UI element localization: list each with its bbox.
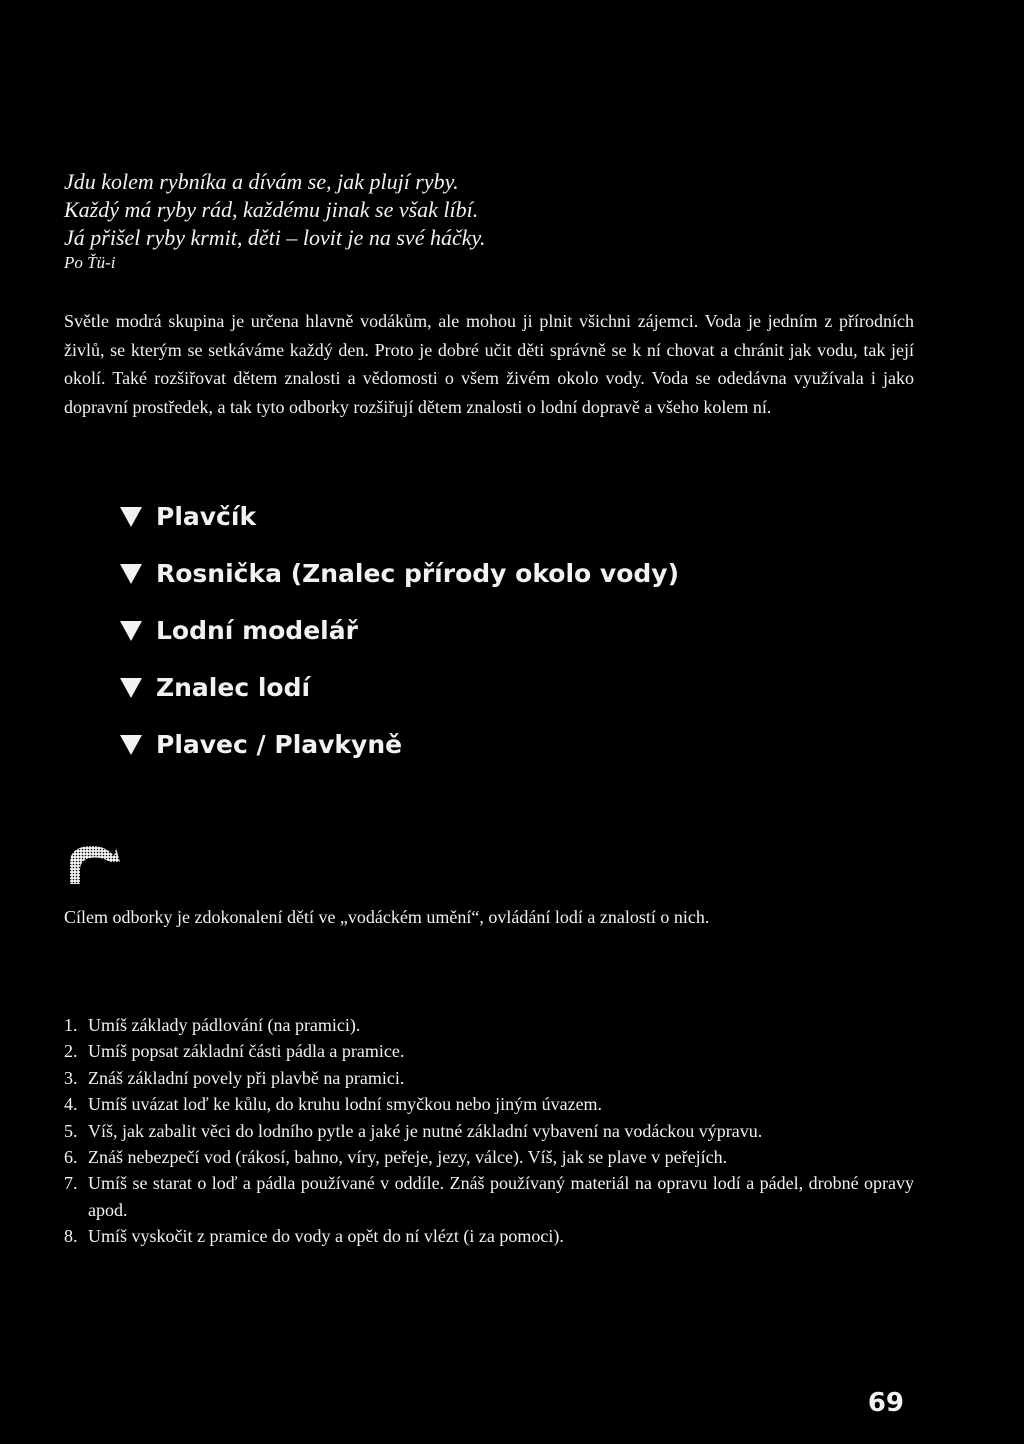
task-text: Umíš základy pádlování (na pramici). xyxy=(88,1015,361,1035)
badge-label: Znalec lodí xyxy=(156,673,311,702)
badge-item xyxy=(120,716,920,773)
badge-label: Plavec / Plavkyně xyxy=(156,730,403,759)
poem xyxy=(64,168,964,274)
triangle-down-icon xyxy=(120,735,142,755)
triangle-down-icon xyxy=(120,678,142,698)
goal-text: Cílem odborky je zdokonalení dětí ve „vodáckém umění“, ovládání lodí a znalostí o nich. xyxy=(64,907,710,927)
task-text: Znáš nebezpečí vod (rákosí, bahno, víry, peřeje, jezy, válce). Víš, jak se plave v peřejích. xyxy=(88,1147,728,1168)
task-number: 2. xyxy=(64,1041,78,1062)
scarf-icon xyxy=(66,842,122,886)
triangle-down-icon xyxy=(120,564,142,584)
badge-item xyxy=(120,602,920,659)
badge-label: Lodní modelář xyxy=(156,616,358,645)
task-item xyxy=(64,1065,914,1091)
badge-item xyxy=(120,488,920,545)
task-number: 6. xyxy=(64,1147,78,1168)
task-number: 7. xyxy=(64,1173,78,1194)
task-number: 1. xyxy=(64,1015,78,1035)
task-text: Umíš popsat základní části pádla a pramice. xyxy=(88,1041,405,1062)
task-item xyxy=(64,1118,914,1144)
page-number: 69 xyxy=(867,1388,904,1418)
badge-label: Plavčík xyxy=(156,502,257,531)
task-text: Znáš základní povely při plavbě na pramici. xyxy=(88,1067,405,1088)
task-number: 3. xyxy=(64,1067,78,1088)
task-text: Umíš se starat o loď a pádla používané v oddíle. Znáš používaný materiál na opravu lodí a pádel, drobné opravy apod. xyxy=(88,1173,914,1220)
task-text: Víš, jak zabalit věci do lodního pytle a jaké je nutné základní vybavení na vodáckou výpravu. xyxy=(88,1120,763,1141)
task-item xyxy=(64,1144,914,1170)
badge-item xyxy=(120,659,920,716)
intro-paragraph: Světle modrá skupina je určena hlavně vodákům, ale mohou ji plnit všichni zájemci. Voda je jedním z přírodních živlů, se kterým se setkáváme každý den. Proto je dobré učit děti správně se k ní chovat a chránit jak vodu, tak její okolí. Také rozšiřovat dětem znalosti a vědomosti o všem živém okolo vody. Voda se odedávna využívala i jako dopravní prostředek, a tak tyto odborky rozšiřují dětem znalosti o lodní dopravě a všeho kolem ní. xyxy=(64,311,914,417)
triangle-down-icon xyxy=(120,621,142,641)
task-item xyxy=(64,1223,914,1249)
poem-line: Jdu kolem rybníka a dívám se, jak plují ryby. xyxy=(64,169,459,194)
task-list xyxy=(64,1012,914,1250)
triangle-down-icon xyxy=(120,507,142,527)
task-number: 4. xyxy=(64,1094,78,1115)
badge-item xyxy=(120,545,920,602)
task-number: 5. xyxy=(64,1120,78,1141)
task-number: 8. xyxy=(64,1226,78,1247)
task-text: Umíš vyskočit z pramice do vody a opět do ní vlézt (i za pomoci). xyxy=(88,1226,564,1247)
task-item xyxy=(64,1012,914,1038)
poem-line: Každý má ryby rád, každému jinak se však líbí. xyxy=(64,197,479,222)
poem-line: Já přišel ryby krmit, děti – lovit je na své háčky. xyxy=(64,225,486,250)
poem-author: Po Ťü-i xyxy=(64,253,116,272)
task-item xyxy=(64,1038,914,1064)
badge-label: Rosnička (Znalec přírody okolo vody) xyxy=(156,559,679,588)
task-text: Umíš uvázat loď ke kůlu, do kruhu lodní smyčkou nebo jiným úvazem. xyxy=(88,1094,603,1115)
badge-list xyxy=(120,488,920,773)
task-item xyxy=(64,1091,914,1117)
task-item xyxy=(64,1170,914,1223)
